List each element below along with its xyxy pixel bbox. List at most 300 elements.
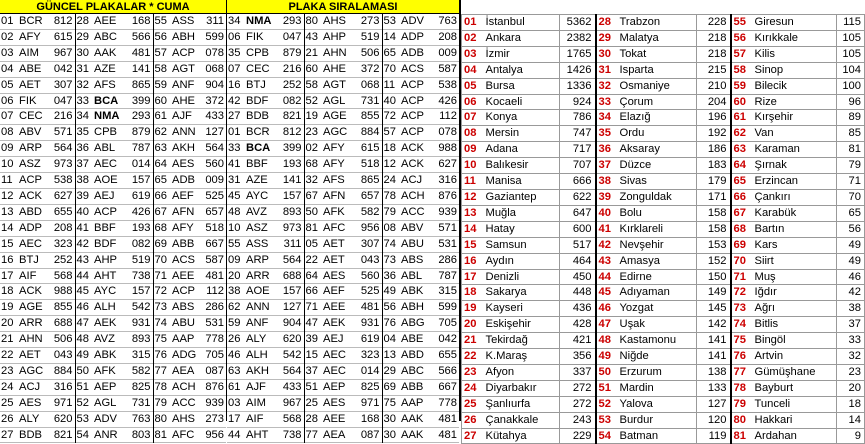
city-plate-count: 79 bbox=[837, 158, 865, 174]
panel-title-current-plates: GÜNCEL PLAKALAR * CUMA bbox=[0, 0, 226, 14]
plate-province-code: 64 bbox=[305, 269, 318, 282]
plate-row bbox=[0, 252, 226, 268]
plate-province-code: 15 bbox=[305, 349, 318, 362]
plate-number: 667 bbox=[438, 380, 457, 393]
plate-number: 157 bbox=[274, 188, 304, 204]
plate-province-code: 69 bbox=[154, 237, 167, 250]
plate-row bbox=[0, 316, 226, 332]
plate-province-code: 61 bbox=[154, 110, 167, 123]
plate-province-code: 16 bbox=[1, 253, 14, 266]
ranking-row bbox=[462, 237, 865, 253]
plate-number: 560 bbox=[205, 158, 224, 171]
city-plate-count: 119 bbox=[697, 428, 731, 444]
city-name: Sakarya bbox=[484, 285, 560, 301]
plate-province-code: 08 bbox=[383, 221, 396, 234]
plate-letters: ADB bbox=[172, 174, 196, 187]
plate-row bbox=[0, 348, 226, 364]
city-ranking-table bbox=[461, 14, 865, 444]
plate-letters: ARR bbox=[246, 269, 270, 282]
plate-letters: ACK bbox=[19, 189, 43, 202]
plate-number: 568 bbox=[45, 268, 75, 284]
ranking-position: 29 bbox=[596, 30, 618, 46]
plate-province-code: 50 bbox=[305, 205, 318, 218]
plate-number: 542 bbox=[123, 300, 153, 316]
city-plate-count: 1426 bbox=[560, 62, 596, 78]
ranking-position: 19 bbox=[462, 301, 484, 317]
plate-letters: AFK bbox=[323, 205, 345, 218]
plate-province-code: 33 bbox=[228, 142, 241, 155]
plate-province-code: 49 bbox=[383, 285, 396, 298]
city-plate-count: 600 bbox=[560, 221, 596, 237]
plate-number: 311 bbox=[206, 15, 224, 27]
plate-number: 141 bbox=[274, 173, 304, 189]
ranking-position: 51 bbox=[596, 380, 618, 396]
city-plate-count: 228 bbox=[697, 15, 731, 31]
plate-row bbox=[0, 125, 226, 141]
plate-province-code: 39 bbox=[76, 189, 89, 202]
plate-number: 518 bbox=[205, 221, 224, 234]
city-name: Iğdır bbox=[753, 285, 837, 301]
plate-number: 876 bbox=[205, 380, 224, 393]
plate-letters: FIK bbox=[19, 94, 37, 107]
city-name: Sinop bbox=[753, 62, 837, 78]
ranking-position: 41 bbox=[596, 221, 618, 237]
ranking-position: 42 bbox=[596, 237, 618, 253]
plate-province-code: 06 bbox=[228, 30, 241, 43]
plate-number: 564 bbox=[274, 363, 304, 379]
plate-letters: AET bbox=[19, 78, 41, 91]
plate-number: 293 bbox=[274, 14, 304, 29]
plate-number: 087 bbox=[352, 427, 382, 443]
plate-province-code: 68 bbox=[154, 221, 167, 234]
plate-letters: ADV bbox=[401, 15, 425, 27]
plate-province-code: 42 bbox=[76, 237, 89, 250]
ranking-position: 01 bbox=[462, 15, 484, 31]
city-name: Balıkesir bbox=[484, 158, 560, 174]
ranking-position: 72 bbox=[731, 285, 753, 301]
plate-letters: AGC bbox=[323, 126, 348, 139]
plate-letters: ACP bbox=[401, 78, 425, 91]
plate-letters: AIF bbox=[19, 269, 37, 282]
plate-number: 014 bbox=[352, 363, 382, 379]
plate-number: 157 bbox=[274, 284, 304, 300]
plate-province-code: 72 bbox=[383, 110, 396, 123]
plate-province-code: 32 bbox=[76, 78, 89, 91]
plate-letters: ACP bbox=[172, 46, 196, 59]
plate-province-code: 03 bbox=[228, 396, 241, 409]
plate-number: 042 bbox=[438, 333, 457, 346]
ranking-row bbox=[462, 15, 865, 31]
plate-number: 865 bbox=[123, 77, 153, 93]
ranking-position: 49 bbox=[596, 349, 618, 365]
city-plate-count: 89 bbox=[837, 110, 865, 126]
plate-letters: AEA bbox=[172, 364, 195, 377]
plate-number: 884 bbox=[352, 125, 382, 141]
plate-province-code: 78 bbox=[383, 189, 396, 202]
plate-number: 372 bbox=[352, 61, 382, 77]
plate-province-code: 05 bbox=[305, 237, 318, 250]
plate-letters: AJF bbox=[172, 110, 192, 123]
plate-province-code: 47 bbox=[76, 317, 89, 330]
plate-letters: ASZ bbox=[19, 158, 41, 171]
plate-number: 519 bbox=[352, 29, 382, 45]
plate-letters: ACS bbox=[172, 253, 196, 266]
plate-number: 315 bbox=[123, 348, 153, 364]
ranking-position: 16 bbox=[462, 253, 484, 269]
plate-province-code: 63 bbox=[154, 142, 167, 155]
plate-number: 763 bbox=[438, 15, 457, 27]
plate-number: 518 bbox=[352, 157, 382, 173]
plate-province-code: 63 bbox=[228, 364, 241, 377]
ranking-position: 13 bbox=[462, 205, 484, 221]
ranking-row bbox=[462, 380, 865, 396]
plate-number: 876 bbox=[438, 189, 457, 202]
plate-letters: AHS bbox=[172, 412, 196, 425]
plate-number: 812 bbox=[274, 125, 304, 141]
city-plate-count: 436 bbox=[560, 301, 596, 317]
plate-letters: AEC bbox=[323, 349, 347, 362]
plate-letters: ACK bbox=[19, 285, 43, 298]
city-plate-count: 179 bbox=[697, 174, 731, 190]
plate-row bbox=[227, 173, 459, 189]
plate-number: 582 bbox=[123, 363, 153, 379]
ranking-position: 18 bbox=[462, 285, 484, 301]
plate-row bbox=[227, 268, 459, 284]
city-plate-count: 65 bbox=[837, 205, 865, 221]
plate-province-code: 20 bbox=[1, 317, 14, 330]
city-name: Isparta bbox=[618, 62, 697, 78]
plate-number: 967 bbox=[45, 45, 75, 61]
ranking-position: 36 bbox=[596, 142, 618, 158]
plate-number: 286 bbox=[438, 253, 457, 266]
city-plate-count: 5362 bbox=[560, 15, 596, 31]
plate-letters: AHT bbox=[246, 428, 269, 441]
plate-province-code: 80 bbox=[305, 15, 318, 27]
plate-letters: ACK bbox=[401, 142, 425, 155]
city-plate-count: 32 bbox=[837, 349, 865, 365]
plate-number: 738 bbox=[274, 427, 304, 443]
city-name: Kırklareli bbox=[618, 221, 697, 237]
plate-number: 316 bbox=[45, 379, 75, 395]
city-plate-count: 49 bbox=[837, 237, 865, 253]
city-plate-count: 37 bbox=[837, 317, 865, 333]
city-name: Trabzon bbox=[618, 15, 697, 31]
plate-number: 956 bbox=[205, 428, 224, 441]
city-plate-count: 786 bbox=[560, 110, 596, 126]
plate-letters: AEE bbox=[94, 15, 117, 27]
plate-province-code: 21 bbox=[305, 46, 318, 59]
city-plate-count: 215 bbox=[697, 62, 731, 78]
ranking-row bbox=[462, 189, 865, 205]
plate-province-code: 46 bbox=[228, 349, 241, 362]
plate-letters: ABH bbox=[401, 301, 425, 314]
plate-row bbox=[0, 220, 226, 236]
city-name: Konya bbox=[484, 110, 560, 126]
plate-letters: AGT bbox=[323, 78, 346, 91]
plate-province-code: 81 bbox=[154, 428, 167, 441]
plate-letters: ABE bbox=[401, 333, 424, 346]
plate-letters: AIM bbox=[246, 396, 266, 409]
plate-number: 655 bbox=[438, 349, 457, 362]
plate-province-code: 02 bbox=[1, 30, 14, 43]
plate-number: 252 bbox=[274, 77, 304, 93]
plate-number: 043 bbox=[352, 252, 382, 268]
plate-number: 112 bbox=[206, 285, 224, 298]
city-plate-count: 100 bbox=[837, 78, 865, 94]
plate-number: 078 bbox=[205, 46, 224, 59]
plate-letters: ARP bbox=[19, 142, 43, 155]
city-plate-count: 158 bbox=[697, 221, 731, 237]
city-plate-count: 448 bbox=[560, 285, 596, 301]
city-plate-count: 272 bbox=[560, 380, 596, 396]
plate-number: 273 bbox=[205, 412, 224, 425]
plate-province-code: 27 bbox=[228, 110, 241, 123]
plate-letters: ANF bbox=[172, 78, 195, 91]
plate-province-code: 56 bbox=[383, 301, 396, 314]
plate-province-code: 71 bbox=[305, 301, 318, 314]
plate-province-code: 38 bbox=[228, 285, 241, 298]
city-name: Eskişehir bbox=[484, 317, 560, 333]
plate-province-code: 01 bbox=[228, 126, 241, 139]
ranking-position: 50 bbox=[596, 364, 618, 380]
city-name: Amasya bbox=[618, 253, 697, 269]
city-name: Adıyaman bbox=[618, 285, 697, 301]
ranking-position: 75 bbox=[731, 333, 753, 349]
city-name: Kocaeli bbox=[484, 94, 560, 110]
plate-letters: AHN bbox=[323, 46, 347, 59]
plate-number: 904 bbox=[205, 78, 224, 91]
plate-province-code: 41 bbox=[76, 221, 89, 234]
ranking-header-blank bbox=[461, 0, 864, 14]
plate-province-code: 49 bbox=[76, 349, 89, 362]
city-plate-count: 9 bbox=[837, 428, 865, 444]
city-plate-count: 272 bbox=[560, 396, 596, 412]
plate-letters: FIK bbox=[246, 30, 264, 43]
plate-letters: AGE bbox=[323, 110, 347, 123]
plate-province-code: 12 bbox=[383, 158, 396, 171]
plate-number: 778 bbox=[438, 396, 457, 409]
plate-province-code: 42 bbox=[228, 94, 241, 107]
plate-province-code: 75 bbox=[383, 396, 396, 409]
ranking-position: 03 bbox=[462, 46, 484, 62]
plate-letters: ABD bbox=[19, 205, 43, 218]
plate-number: 399 bbox=[274, 141, 304, 157]
plate-number: 047 bbox=[274, 29, 304, 45]
plate-letters: ALY bbox=[246, 333, 267, 346]
plate-letters: AEC bbox=[19, 237, 43, 250]
plate-province-code: 14 bbox=[1, 221, 14, 234]
city-plate-count: 218 bbox=[697, 30, 731, 46]
plate-province-code: 40 bbox=[76, 205, 89, 218]
plate-letters: ACH bbox=[172, 380, 196, 393]
ranking-position: 32 bbox=[596, 78, 618, 94]
ranking-position: 69 bbox=[731, 237, 753, 253]
city-plate-count: 192 bbox=[697, 126, 731, 142]
city-plate-count: 133 bbox=[697, 380, 731, 396]
plate-number: 705 bbox=[438, 317, 457, 330]
plate-number: 855 bbox=[352, 109, 382, 125]
plate-province-code: 46 bbox=[76, 301, 89, 314]
plate-number: 566 bbox=[123, 29, 153, 45]
plate-row bbox=[0, 29, 226, 45]
plate-province-code: 70 bbox=[383, 62, 396, 75]
plate-number: 127 bbox=[274, 300, 304, 316]
plate-letters: CPB bbox=[246, 46, 270, 59]
ranking-position: 20 bbox=[462, 317, 484, 333]
ranking-row bbox=[462, 428, 865, 444]
city-name: Yozgat bbox=[618, 301, 697, 317]
city-name: Çorum bbox=[618, 94, 697, 110]
plate-letters: AYC bbox=[94, 285, 117, 298]
ranking-row bbox=[462, 349, 865, 365]
plate-letters: AET bbox=[323, 237, 345, 250]
plate-letters: ARR bbox=[19, 317, 43, 330]
plate-letters: ANR bbox=[94, 428, 118, 441]
city-name: İzmir bbox=[484, 46, 560, 62]
plate-number: 043 bbox=[45, 348, 75, 364]
plate-letters: AFN bbox=[323, 189, 346, 202]
plate-row bbox=[0, 363, 226, 379]
city-name: Bolu bbox=[618, 205, 697, 221]
plate-letters: AEK bbox=[94, 317, 117, 330]
plate-row bbox=[227, 363, 459, 379]
plate-letters: ACP bbox=[172, 285, 196, 298]
city-name: Uşak bbox=[618, 317, 697, 333]
city-plate-count: 105 bbox=[837, 30, 865, 46]
plate-number: 879 bbox=[274, 45, 304, 61]
plate-row bbox=[0, 188, 226, 204]
plate-number: 531 bbox=[205, 317, 224, 330]
city-name: Kayseri bbox=[484, 301, 560, 317]
city-name: Giresun bbox=[753, 15, 837, 31]
plate-row bbox=[227, 61, 459, 77]
ranking-position: 22 bbox=[462, 349, 484, 365]
plate-province-code: 44 bbox=[228, 428, 241, 441]
ranking-position: 54 bbox=[596, 428, 618, 444]
plate-number: 506 bbox=[45, 332, 75, 348]
city-plate-count: 196 bbox=[697, 110, 731, 126]
plate-province-code: 26 bbox=[1, 412, 14, 425]
plate-province-code: 35 bbox=[76, 126, 89, 139]
plate-province-code: 79 bbox=[383, 205, 396, 218]
ranking-position: 38 bbox=[596, 174, 618, 190]
plate-letters: NMA bbox=[94, 110, 120, 123]
plate-province-code: 12 bbox=[1, 189, 14, 202]
plate-number: 307 bbox=[45, 77, 75, 93]
city-name: K.Maraş bbox=[484, 349, 560, 365]
plate-row bbox=[0, 300, 226, 316]
ranking-position: 23 bbox=[462, 364, 484, 380]
plate-number: 168 bbox=[123, 14, 153, 29]
plate-number: 208 bbox=[45, 220, 75, 236]
city-name: Tekirdağ bbox=[484, 333, 560, 349]
plate-number: 542 bbox=[274, 348, 304, 364]
plate-province-code: 74 bbox=[154, 317, 167, 330]
ranking-row bbox=[462, 301, 865, 317]
plate-letters: AFN bbox=[172, 205, 195, 218]
plate-province-code: 45 bbox=[228, 189, 241, 202]
ranking-position: 26 bbox=[462, 412, 484, 428]
city-name: Rize bbox=[753, 94, 837, 110]
plate-letters: ACS bbox=[401, 62, 425, 75]
plate-letters: AEJ bbox=[94, 189, 115, 202]
ranking-position: 10 bbox=[462, 158, 484, 174]
plate-province-code: 51 bbox=[305, 380, 318, 393]
plate-letters: ALY bbox=[19, 412, 40, 425]
plate-number: 481 bbox=[205, 269, 224, 282]
city-plate-count: 356 bbox=[560, 349, 596, 365]
plate-province-code: 74 bbox=[383, 237, 396, 250]
plate-number: 566 bbox=[438, 364, 457, 377]
city-name: Aksaray bbox=[618, 142, 697, 158]
plate-province-code: 31 bbox=[228, 174, 241, 187]
plate-province-code: 60 bbox=[154, 94, 167, 107]
plate-province-code: 78 bbox=[154, 380, 167, 393]
ranking-position: 77 bbox=[731, 364, 753, 380]
plate-row bbox=[227, 427, 459, 443]
plate-province-code: 28 bbox=[305, 412, 318, 425]
city-plate-count: 141 bbox=[697, 349, 731, 365]
city-name: Kars bbox=[753, 237, 837, 253]
plate-letters: AFC bbox=[172, 428, 195, 441]
plate-province-code: 06 bbox=[1, 94, 14, 107]
plate-number: 971 bbox=[45, 395, 75, 411]
ranking-position: 48 bbox=[596, 333, 618, 349]
city-name: Siirt bbox=[753, 253, 837, 269]
plate-letters: AAK bbox=[94, 46, 117, 59]
plate-number: 538 bbox=[45, 173, 75, 189]
plate-number: 506 bbox=[352, 45, 382, 61]
plate-number: 307 bbox=[352, 236, 382, 252]
plate-number: 738 bbox=[123, 268, 153, 284]
plate-number: 615 bbox=[45, 29, 75, 45]
ranking-row bbox=[462, 62, 865, 78]
plate-row bbox=[0, 14, 226, 29]
plate-province-code: 57 bbox=[154, 46, 167, 59]
plate-number: 426 bbox=[438, 94, 457, 107]
plate-number: 047 bbox=[45, 93, 75, 109]
plate-number: 778 bbox=[205, 333, 224, 346]
plate-letters: AFY bbox=[323, 142, 345, 155]
plate-number: 127 bbox=[205, 126, 224, 139]
plate-row bbox=[227, 14, 459, 29]
city-plate-count: 158 bbox=[697, 205, 731, 221]
plate-letters: AIM bbox=[19, 46, 39, 59]
plate-letters: ANN bbox=[246, 301, 270, 314]
city-plate-count: 20 bbox=[837, 380, 865, 396]
plate-letters: AAP bbox=[401, 396, 424, 409]
plate-number: 825 bbox=[123, 379, 153, 395]
plate-province-code: 25 bbox=[305, 396, 318, 409]
plate-province-code: 43 bbox=[305, 30, 318, 43]
plate-province-code: 10 bbox=[228, 221, 241, 234]
city-plate-count: 142 bbox=[697, 317, 731, 333]
ranking-position: 68 bbox=[731, 221, 753, 237]
ranking-position: 58 bbox=[731, 62, 753, 78]
plate-number: 787 bbox=[438, 269, 457, 282]
plate-province-code: 31 bbox=[76, 62, 89, 75]
city-name: Muş bbox=[753, 269, 837, 285]
city-plate-count: 81 bbox=[837, 142, 865, 158]
ranking-position: 76 bbox=[731, 349, 753, 365]
ranking-position: 17 bbox=[462, 269, 484, 285]
plate-number: 655 bbox=[45, 204, 75, 220]
plate-letters: AEJ bbox=[323, 333, 344, 346]
plate-letters: ACC bbox=[401, 205, 425, 218]
plate-number: 731 bbox=[352, 93, 382, 109]
city-name: Tokat bbox=[618, 46, 697, 62]
plate-number: 988 bbox=[438, 142, 457, 155]
